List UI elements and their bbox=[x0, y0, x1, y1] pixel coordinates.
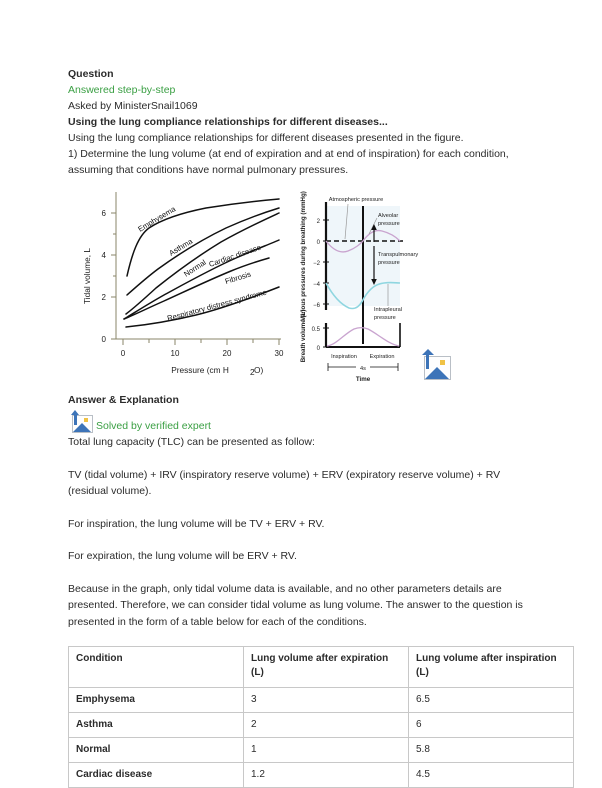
svg-text:0: 0 bbox=[120, 349, 126, 358]
table-row bbox=[69, 763, 574, 788]
table-header-after-expiration-line1: Lung volume after expiration bbox=[251, 653, 389, 664]
curve-label-normal: Normal bbox=[182, 257, 208, 279]
question-section-heading: Question bbox=[68, 68, 114, 80]
question-line-3: assuming that conditions have normal pulmonary pressures. bbox=[68, 164, 349, 176]
cell-condition: Asthma bbox=[69, 713, 244, 738]
lung-volume-table bbox=[68, 646, 574, 788]
cell-after-inspiration: 6 bbox=[409, 713, 574, 738]
annotation-atmospheric-pressure: Atmospheric pressure bbox=[328, 197, 384, 203]
svg-text:−2: −2 bbox=[313, 261, 320, 267]
cell-after-inspiration: 6.5 bbox=[409, 688, 574, 713]
phase-label-expiration: Expiration bbox=[369, 354, 395, 360]
answer-section-heading: Answer & Explanation bbox=[68, 394, 179, 406]
svg-text:−4: −4 bbox=[313, 282, 320, 288]
svg-text:2: 2 bbox=[250, 367, 255, 377]
cell-after-expiration: 1.2 bbox=[244, 763, 409, 788]
y-axis-label: Tidal volume, L bbox=[82, 248, 92, 304]
asked-by: Asked by MinisterSnail1069 bbox=[68, 100, 198, 112]
breathing-pressures-chart bbox=[296, 184, 426, 384]
cell-condition: Normal bbox=[69, 738, 244, 763]
cell-after-inspiration: 5.8 bbox=[409, 738, 574, 763]
cell-condition: Emphysema bbox=[69, 688, 244, 713]
curve-label-asthma: Asthma bbox=[167, 236, 195, 258]
verified-expert-label: Solved by verified expert bbox=[96, 420, 211, 432]
verified-expert-row bbox=[68, 408, 530, 434]
svg-text:10: 10 bbox=[170, 349, 180, 358]
cell-after-expiration: 3 bbox=[244, 688, 409, 713]
lung-compliance-chart bbox=[76, 184, 296, 380]
answer-paragraph-5: Because in the graph, only tidal volume data is available, and no other parameters details are presented. Therefore, we can consider tidal volume as lung volume. The answer to the question is presented in the form of a table below for each of the conditions. bbox=[68, 582, 523, 628]
svg-text:30: 30 bbox=[274, 349, 284, 358]
answer-paragraph-2: TV (tidal volume) + IRV (inspiratory reserve volume) + ERV (expiratory reserve volume) + RV (residual volume). bbox=[68, 468, 501, 497]
table-header-row bbox=[69, 647, 574, 688]
curve-label-emphysema: Emphysema bbox=[136, 204, 178, 234]
svg-text:4: 4 bbox=[101, 251, 106, 260]
curve-label-respiratory-distress-syndrome: Respiratory distress syndrome bbox=[166, 287, 268, 323]
figure-row bbox=[68, 184, 530, 384]
cell-after-inspiration: 4.5 bbox=[409, 763, 574, 788]
question-line-1: Using the lung compliance relationships for different diseases presented in the figure. bbox=[68, 132, 464, 144]
svg-text:2: 2 bbox=[101, 293, 106, 302]
svg-text:0: 0 bbox=[316, 240, 320, 246]
answer-paragraph-3: For inspiration, the lung volume will be TV + ERV + RV. bbox=[68, 517, 325, 530]
phase-label-inspiration: Inspiration bbox=[331, 354, 357, 360]
cell-after-expiration: 1 bbox=[244, 738, 409, 763]
annotation-intrapleural-pressure-l1: Intrapleural bbox=[374, 307, 402, 313]
table-header-condition: Condition bbox=[69, 647, 244, 688]
duration-label: 4s bbox=[360, 366, 366, 372]
annotation-alveolar-pressure-l1: Alveolar bbox=[378, 213, 399, 219]
annotation-transpulmonary-pressure-l1: Transpulmonary bbox=[378, 252, 419, 258]
cell-condition: Cardiac disease bbox=[69, 763, 244, 788]
broken-image-icon bbox=[418, 349, 452, 381]
upper-y-axis-label: Various pressures during breathing (mmHg) bbox=[300, 191, 307, 321]
x-axis-label: Pressure (cm H bbox=[171, 365, 229, 375]
x-axis-ticks bbox=[121, 339, 284, 358]
annotation-intrapleural-pressure-l2: pressure bbox=[374, 315, 396, 321]
svg-text:0: 0 bbox=[101, 335, 106, 344]
cell-after-expiration: 2 bbox=[244, 713, 409, 738]
annotation-transpulmonary-pressure-l2: pressure bbox=[378, 260, 400, 266]
svg-text:6: 6 bbox=[101, 209, 106, 218]
table-header-after-inspiration-line2: (L) bbox=[416, 667, 429, 678]
table-row bbox=[69, 688, 574, 713]
broken-image-icon-inline bbox=[68, 410, 94, 434]
document-content bbox=[68, 66, 557, 788]
y-axis-ticks bbox=[102, 209, 116, 344]
question-title: Using the lung compliance relationships for different diseases... bbox=[68, 116, 388, 128]
lower-y-axis-label: Breath volume (L) bbox=[300, 309, 307, 363]
answer-paragraph-4: For expiration, the lung volume will be ERV + RV. bbox=[68, 550, 297, 562]
table-row bbox=[69, 713, 574, 738]
svg-text:0: 0 bbox=[316, 346, 320, 352]
svg-text:−6: −6 bbox=[313, 303, 320, 309]
svg-text:20: 20 bbox=[222, 349, 232, 358]
duration-bracket bbox=[328, 362, 398, 372]
svg-text:0.5: 0.5 bbox=[311, 327, 320, 333]
table-header-after-inspiration bbox=[409, 647, 574, 688]
table-header-after-inspiration-line1: Lung volume after inspiration bbox=[416, 653, 557, 664]
table-header-after-expiration bbox=[244, 647, 409, 688]
answer-paragraph-1: Total lung capacity (TLC) can be presented as follow: bbox=[68, 436, 315, 448]
answered-status: Answered step-by-step bbox=[68, 84, 176, 96]
svg-text:O): O) bbox=[254, 365, 264, 375]
table-row bbox=[69, 738, 574, 763]
curve-label-fibrosis: Fibrosis bbox=[223, 269, 253, 286]
annotation-alveolar-pressure-l2: pressure bbox=[378, 221, 400, 227]
table-header-after-expiration-line2: (L) bbox=[251, 667, 264, 678]
image-placeholder-floating bbox=[418, 349, 452, 381]
curve-label-cardiac-disease: Cardiac disease bbox=[207, 242, 263, 269]
question-line-2: 1) Determine the lung volume (at end of expiration and at end of inspiration) for each condition, bbox=[68, 148, 509, 160]
svg-text:2: 2 bbox=[316, 219, 320, 225]
time-axis-label: Time bbox=[355, 376, 371, 383]
